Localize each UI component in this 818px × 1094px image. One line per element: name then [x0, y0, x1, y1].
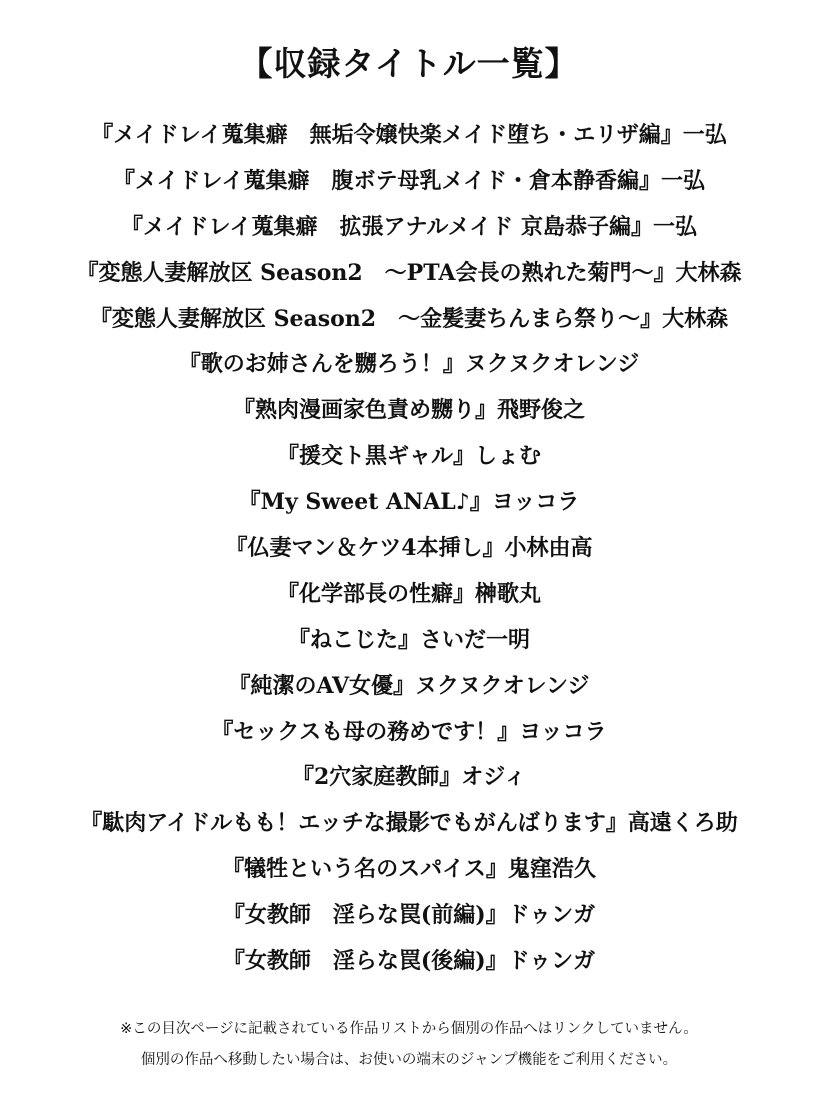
footer-note: ※この目次ページに記載されている作品リストから個別の作品へはリンクしていません。	[120, 1021, 698, 1037]
title-entry: 『メイドレイ蒐集癖 無垢令嬢快楽メイド堕ち・エリザ編』一弘	[91, 122, 727, 148]
title-list	[0, 113, 818, 985]
title-entry: 『ねこじた』さいだ一明	[287, 626, 530, 653]
title-entry: 『2穴家庭教師』オジィ	[292, 764, 526, 791]
title-entry: 『援交ト黒ギャル』しょむ	[276, 443, 541, 470]
title-entry: 『駄肉アイドルもも！エッチな撮影でもがんばります』高遠くろ助	[80, 810, 738, 837]
title-entry: 『化学部長の性癖』榊歌丸	[276, 580, 541, 607]
title-entry: 『純潔のAV女優』ヌクヌクオレンジ	[228, 672, 590, 699]
page-title: 【収録タイトル一覧】	[239, 44, 579, 83]
title-entry: 『熟肉漫画家色責め嬲り』飛野俊之	[232, 397, 585, 424]
title-entry: 『犠牲という名のスパイス』鬼窪浩久	[222, 856, 596, 883]
title-entry: 『セックスも母の務めです！』ヨッコラ	[211, 718, 607, 745]
title-entry: 『歌のお姉さんを嬲ろう！』ヌクヌクオレンジ	[178, 351, 640, 378]
title-entry: 『女教師 淫らな罠(後編)』ドゥンガ	[222, 948, 596, 975]
title-entry: 『変態人妻解放区 Season2 ～PTA会長の熟れた菊門～』大林森	[76, 259, 742, 286]
title-entry: 『仏妻マン＆ケツ4本挿し』小林由高	[225, 535, 593, 562]
title-entry: 『メイドレイ蒐集癖 腹ボテ母乳メイド・倉本静香編』一弘	[112, 167, 706, 194]
footer-note: 個別の作品へ移動したい場合は、お使いの端末のジャンプ機能をご利用ください。	[140, 1052, 678, 1068]
title-entry: 『メイドレイ蒐集癖 拡張アナルメイド 京島恭子編』一弘	[121, 213, 697, 240]
title-entry: 『My Sweet ANAL♪』ヨッコラ	[238, 489, 580, 516]
title-entry: 『女教師 淫らな罠(前編)』ドゥンガ	[222, 902, 596, 929]
footer-notes	[0, 1014, 818, 1076]
title-entry: 『変態人妻解放区 Season2 ～金髪妻ちんまら祭り～』大林森	[89, 305, 729, 332]
